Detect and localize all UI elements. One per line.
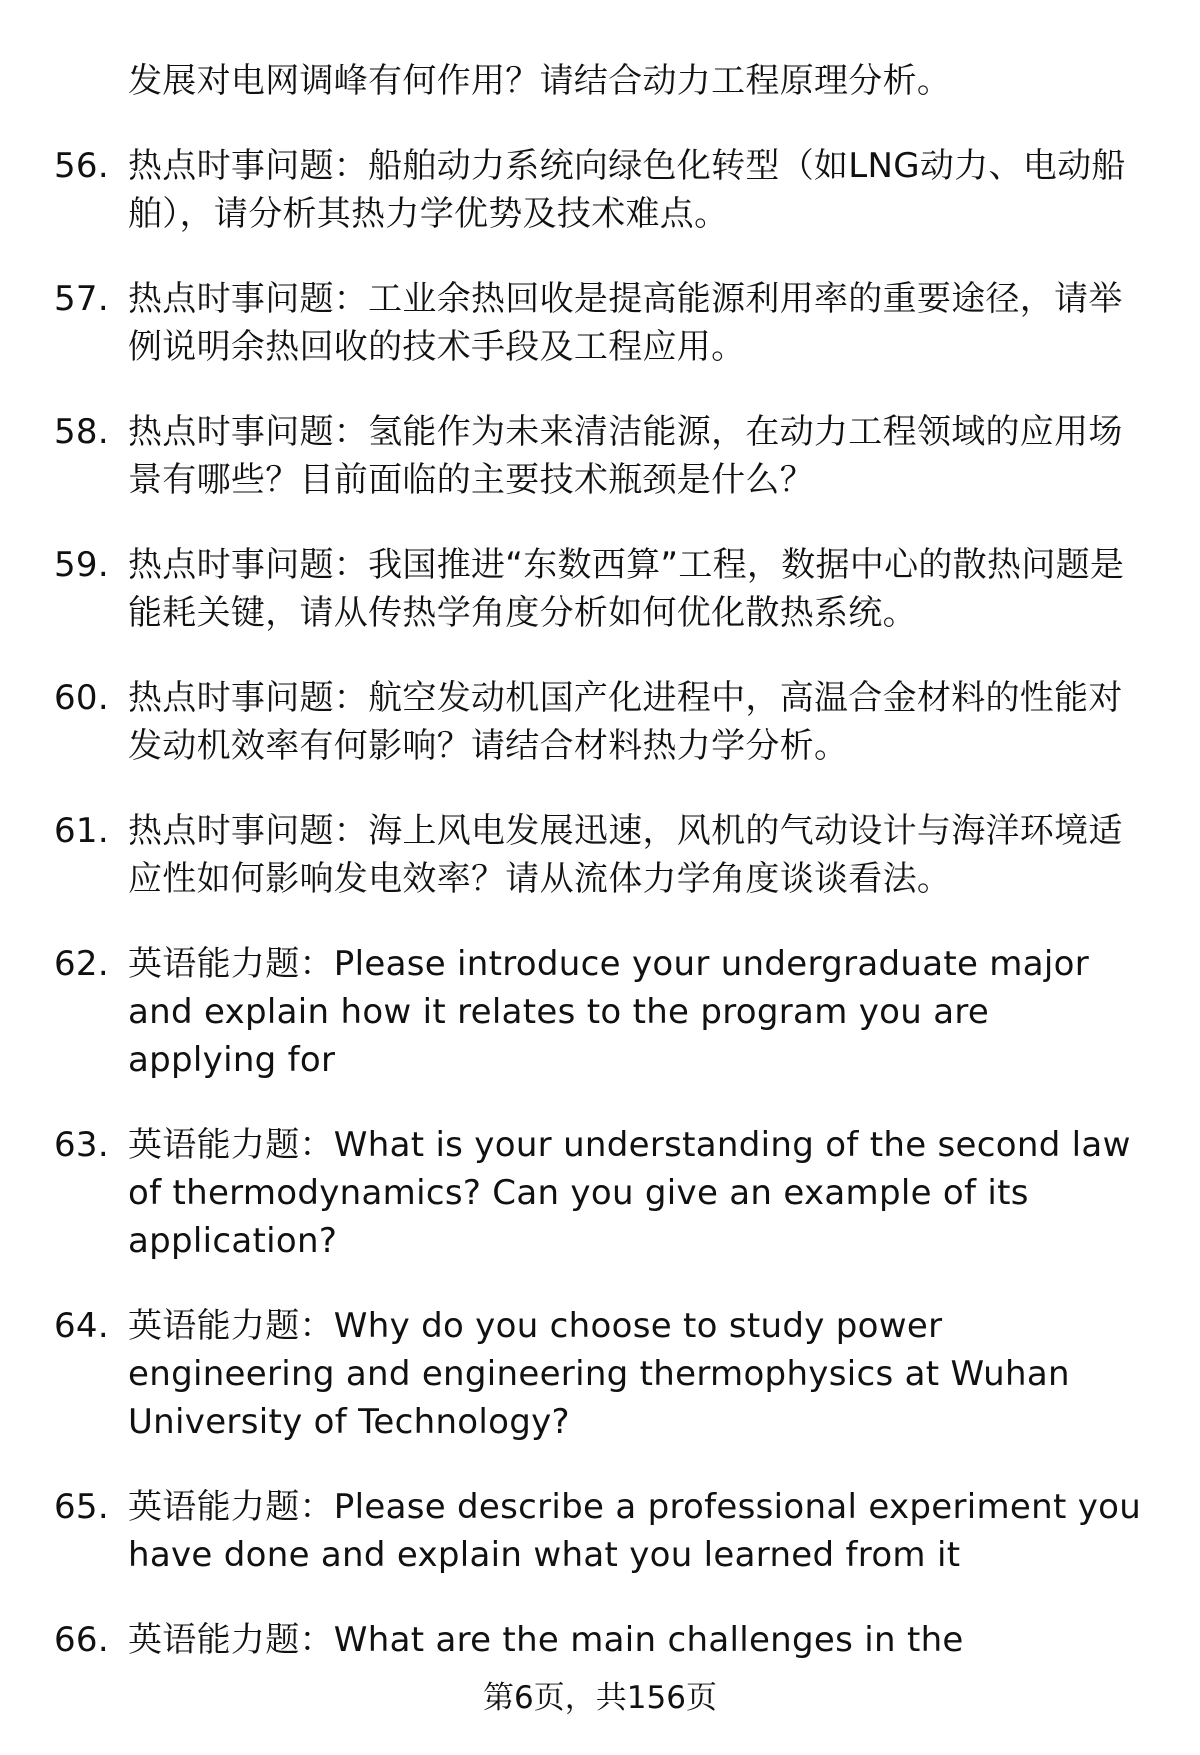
question-item bbox=[54, 807, 1148, 903]
question-text: 英语能力题：Please introduce your undergraduate major and explain how it relates to the program you are applying for bbox=[128, 944, 1089, 1080]
document-body bbox=[54, 57, 1148, 1664]
question-text: 热点时事问题：工业余热回收是提高能源利用率的重要途径，请举例说明余热回收的技术手段及工程应用。 bbox=[128, 279, 1123, 367]
question-item bbox=[54, 275, 1148, 371]
question-text: 热点时事问题：氢能作为未来清洁能源，在动力工程领域的应用场景有哪些？目前面临的主要技术瓶颈是什么？ bbox=[128, 412, 1123, 500]
question-text: 英语能力题：What is your understanding of the second law of thermodynamics? Can you give an example of its application? bbox=[128, 1125, 1131, 1261]
question-item bbox=[54, 541, 1148, 637]
question-number: 64. bbox=[54, 1306, 109, 1346]
question-number: 57. bbox=[54, 279, 109, 319]
question-number: 63. bbox=[54, 1125, 109, 1165]
question-item bbox=[54, 142, 1148, 238]
question-item bbox=[54, 408, 1148, 504]
question-number: 58. bbox=[54, 412, 109, 452]
question-text: 英语能力题：Please describe a professional experiment you have done and explain what you learned from it bbox=[128, 1487, 1142, 1575]
page-footer: 第6页，共156页 bbox=[483, 1680, 717, 1716]
question-number: 59. bbox=[54, 545, 109, 585]
question-text: 热点时事问题：我国推进“东数西算”工程，数据中心的散热问题是能耗关键，请从传热学角度分析如何优化散热系统。 bbox=[128, 545, 1125, 633]
question-item bbox=[54, 940, 1148, 1084]
question-number: 66. bbox=[54, 1620, 109, 1660]
question-item bbox=[54, 674, 1148, 770]
question-text: 热点时事问题：航空发动机国产化进程中，高温合金材料的性能对发动机效率有何影响？请结合材料热力学分析。 bbox=[128, 678, 1123, 766]
question-text: 英语能力题：What are the main challenges in the bbox=[128, 1620, 964, 1660]
question-item bbox=[54, 1302, 1148, 1446]
question-text: 热点时事问题：船舶动力系统向绿色化转型（如LNG动力、电动船舶），请分析其热力学优势及技术难点。 bbox=[128, 146, 1126, 234]
question-item bbox=[54, 1483, 1148, 1579]
question-number: 62. bbox=[54, 944, 109, 984]
question-number: 65. bbox=[54, 1487, 109, 1527]
question-text: 热点时事问题：海上风电发展迅速，风机的气动设计与海洋环境适应性如何影响发电效率？请从流体力学角度谈谈看法。 bbox=[128, 811, 1123, 899]
question-number: 60. bbox=[54, 678, 109, 718]
question-list bbox=[54, 142, 1148, 1664]
question-number: 61. bbox=[54, 811, 109, 851]
continuation-text: 发展对电网调峰有何作用？请结合动力工程原理分析。 bbox=[128, 61, 952, 101]
question-item bbox=[54, 1616, 1148, 1664]
question-number: 56. bbox=[54, 146, 109, 186]
question-text: 英语能力题：Why do you choose to study power engineering and engineering thermophysics at Wuhan University of Technology? bbox=[128, 1306, 1070, 1442]
question-item bbox=[54, 1121, 1148, 1265]
